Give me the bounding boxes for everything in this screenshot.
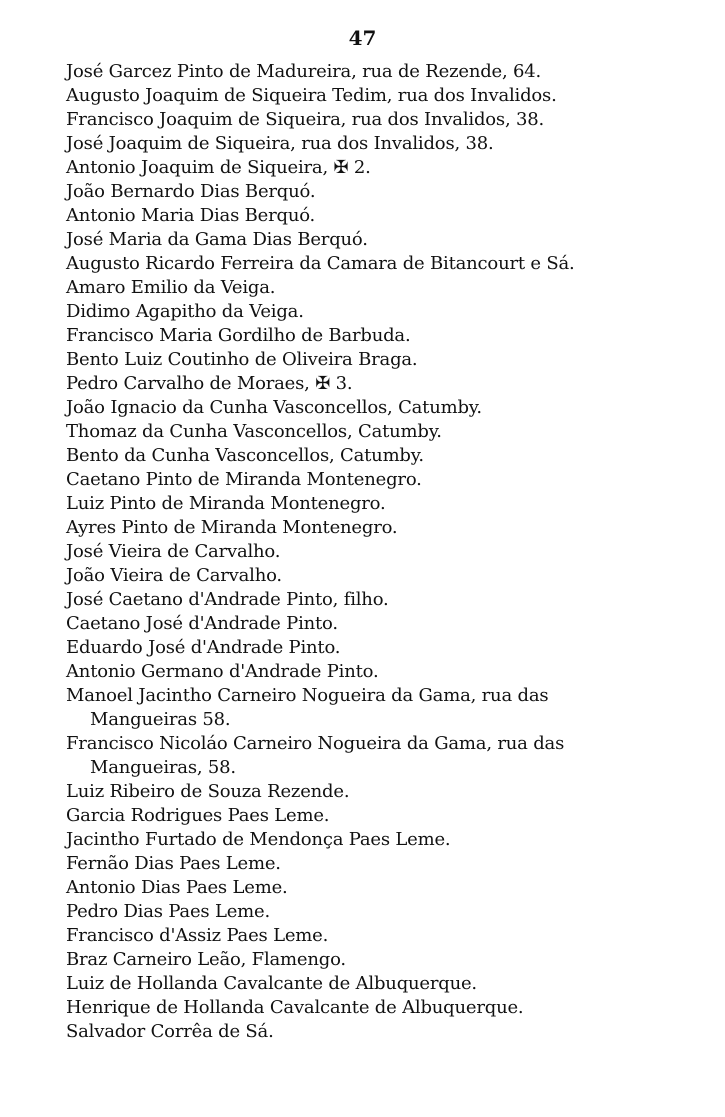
list-item: Garcia Rodrigues Paes Leme. <box>66 805 330 826</box>
list-item: Augusto Ricardo Ferreira da Camara de Bitancourt e Sá. <box>66 253 575 274</box>
list-item: José Maria da Gama Dias Berquó. <box>66 229 368 250</box>
list-item: Manoel Jacintho Carneiro Nogueira da Gama, rua das <box>66 685 549 706</box>
list-item: Eduardo José d'Andrade Pinto. <box>66 637 341 658</box>
list-item: José Garcez Pinto de Madureira, rua de Rezende, 64. <box>66 61 542 82</box>
list-item: Pedro Carvalho de Moraes, ✠ 3. <box>66 373 353 394</box>
list-item: Fernão Dias Paes Leme. <box>66 853 281 874</box>
list-item: Antonio Germano d'Andrade Pinto. <box>66 661 379 682</box>
list-item: Antonio Joaquim de Siqueira, ✠ 2. <box>66 157 371 178</box>
list-item: Salvador Corrêa de Sá. <box>66 1021 274 1042</box>
list-item: João Ignacio da Cunha Vasconcellos, Catumby. <box>66 397 482 418</box>
list-item: Ayres Pinto de Miranda Montenegro. <box>66 517 398 538</box>
page-number: 47 <box>348 26 377 50</box>
list-item: Thomaz da Cunha Vasconcellos, Catumby. <box>66 421 442 442</box>
list-item: Henrique de Hollanda Cavalcante de Albuquerque. <box>66 997 524 1018</box>
list-item: Bento da Cunha Vasconcellos, Catumby. <box>66 445 424 466</box>
list-item: Caetano José d'Andrade Pinto. <box>66 613 338 634</box>
list-item: Caetano Pinto de Miranda Montenegro. <box>66 469 422 490</box>
list-item: Bento Luiz Coutinho de Oliveira Braga. <box>66 349 418 370</box>
list-item: Antonio Maria Dias Berquó. <box>66 205 316 226</box>
list-item: José Joaquim de Siqueira, rua dos Invalidos, 38. <box>66 133 494 154</box>
list-item: Luiz Ribeiro de Souza Rezende. <box>66 781 350 802</box>
list-item: Amaro Emilio da Veiga. <box>66 277 276 298</box>
list-item: Francisco Nicoláo Carneiro Nogueira da Gama, rua das <box>66 733 565 754</box>
list-item: Braz Carneiro Leão, Flamengo. <box>66 949 346 970</box>
list-item: João Vieira de Carvalho. <box>66 565 282 586</box>
list-item: Antonio Dias Paes Leme. <box>66 877 288 898</box>
list-item: Luiz de Hollanda Cavalcante de Albuquerque. <box>66 973 477 994</box>
list-item: José Caetano d'Andrade Pinto, filho. <box>66 589 389 610</box>
list-item: Didimo Agapitho da Veiga. <box>66 301 304 322</box>
list-item: Francisco Joaquim de Siqueira, rua dos Invalidos, 38. <box>66 109 545 130</box>
list-item-continuation: Mangueiras 58. <box>90 709 231 730</box>
list-item: Pedro Dias Paes Leme. <box>66 901 271 922</box>
list-item: Francisco d'Assiz Paes Leme. <box>66 925 329 946</box>
list-item: Augusto Joaquim de Siqueira Tedim, rua dos Invalidos. <box>66 85 557 106</box>
list-item-continuation: Mangueiras, 58. <box>90 757 236 778</box>
list-item: João Bernardo Dias Berquó. <box>66 181 316 202</box>
list-item: Jacintho Furtado de Mendonça Paes Leme. <box>66 829 451 850</box>
list-item: Luiz Pinto de Miranda Montenegro. <box>66 493 386 514</box>
list-item: Francisco Maria Gordilho de Barbuda. <box>66 325 411 346</box>
list-item: José Vieira de Carvalho. <box>66 541 281 562</box>
